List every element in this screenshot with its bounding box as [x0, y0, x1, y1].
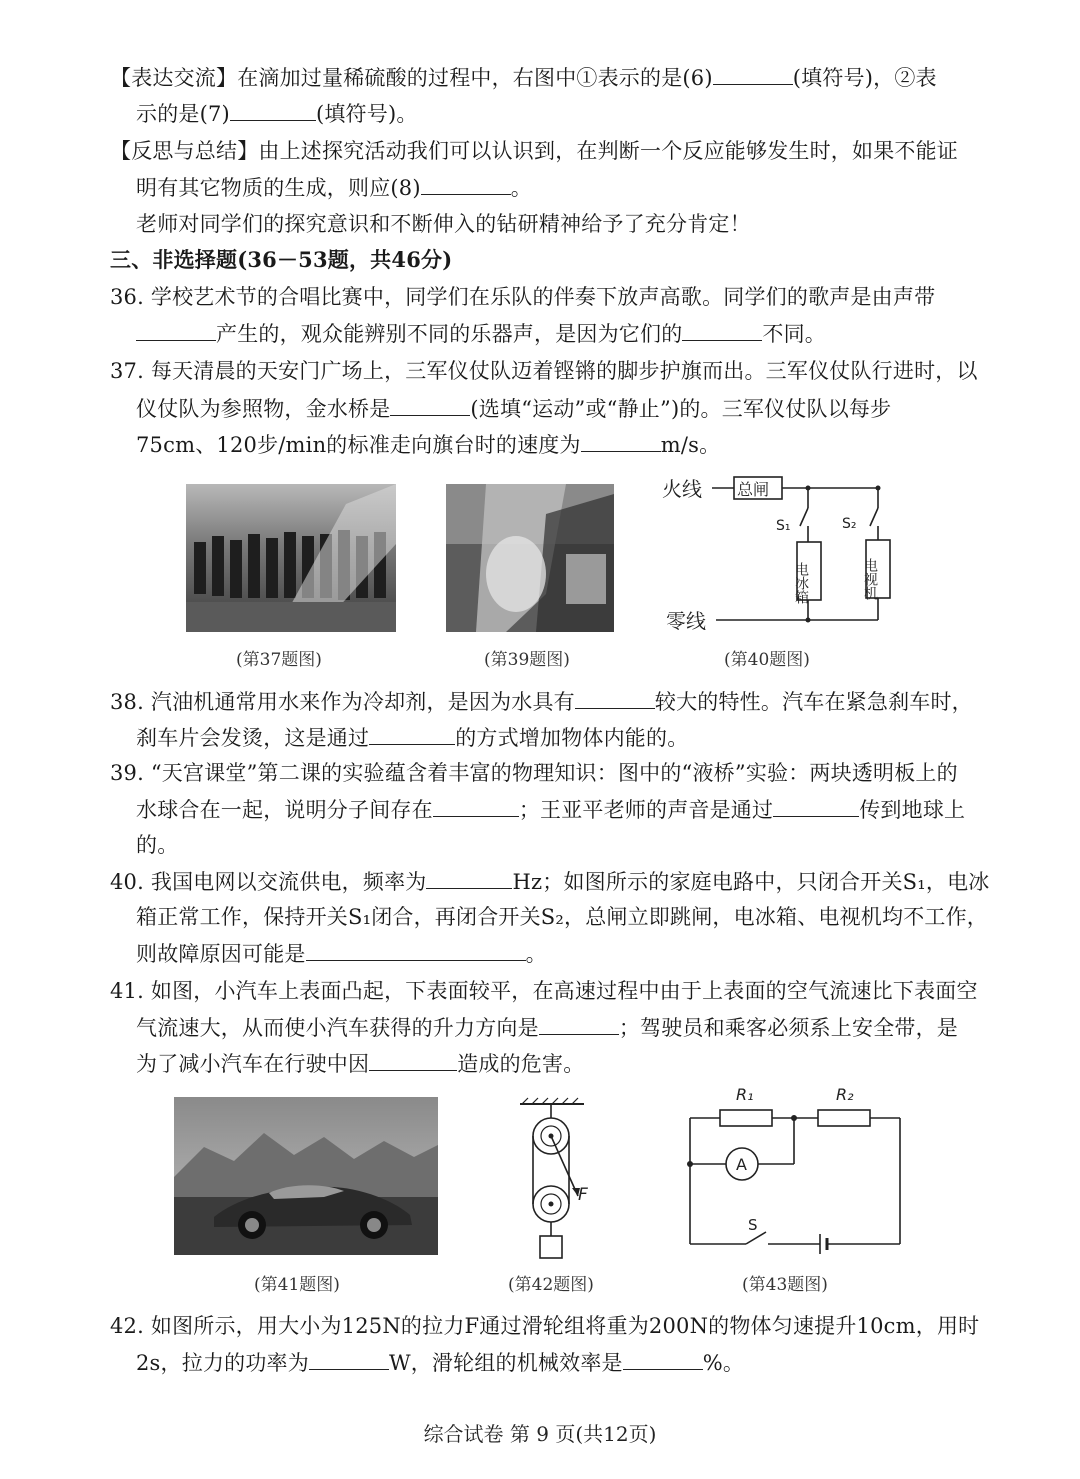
q40-text-e: 。	[525, 942, 547, 966]
switch-s2	[870, 508, 878, 526]
s2-label: S₂	[842, 516, 857, 532]
q39-blank-1	[433, 794, 519, 817]
switch-s1	[800, 508, 808, 526]
q39-blank-2	[773, 794, 859, 817]
s1-label: S₁	[776, 518, 791, 534]
express-line-1	[110, 62, 990, 93]
weight-block	[540, 1236, 562, 1258]
fig40-caption: (第40题图)	[724, 650, 810, 670]
fig39-photo	[446, 484, 614, 632]
fig39-caption: (第39题图)	[484, 650, 570, 670]
q40-text-a: 40. 我国电网以交流供电，频率为	[110, 870, 427, 894]
main-switch-label: 总闸	[737, 480, 770, 499]
q42-text-c: W，滑轮组的机械效率是	[388, 1351, 623, 1375]
tv-label: 电视机	[862, 558, 878, 600]
q42-blank-1	[309, 1347, 389, 1370]
express-line-2	[136, 98, 1016, 129]
q38-text-c: 刹车片会发烫，这是通过	[136, 726, 370, 750]
q40-text-d: 则故障原因可能是	[136, 942, 306, 966]
r2-label: R₂	[836, 1085, 854, 1104]
q42-line-2	[136, 1347, 1016, 1378]
r1-label: R₁	[736, 1085, 754, 1104]
fig43-caption: (第43题图)	[742, 1275, 828, 1295]
fig42-pulley	[510, 1096, 600, 1264]
q39-line-1	[110, 758, 990, 788]
section-title-text: 三、非选择题(36－53题，共46分)	[110, 247, 453, 272]
reflect-line-2	[136, 172, 1016, 203]
q36-line-1	[110, 282, 990, 312]
q36-blank-1	[136, 318, 216, 341]
q42-text-b: 2s，拉力的功率为	[136, 1351, 309, 1375]
q41-text-c: ；驾驶员和乘客必须系上安全带，是	[618, 1016, 959, 1040]
q42-text-d: %。	[702, 1351, 745, 1375]
reflect-line-1	[110, 136, 990, 166]
q37-text-a: 37. 每天清晨的天安门广场上，三军仪仗队迈着铿锵的脚步护旗而出。三军仪仗队行进时，以	[110, 359, 978, 383]
q36-blank-2	[682, 318, 762, 341]
blank-8	[421, 172, 511, 195]
q38-text-a: 38. 汽油机通常用水来作为冷却剂，是因为水具有	[110, 690, 575, 714]
switch-s-label: S	[748, 1216, 758, 1234]
q37-line-2	[136, 393, 1016, 424]
q41-line-2	[136, 1012, 1016, 1043]
q36-text-a: 36. 学校艺术节的合唱比赛中，同学们在乐队的伴奏下放声高歌。同学们的歌声是由声带	[110, 285, 936, 309]
ammeter-label: A	[736, 1155, 747, 1174]
q38-text-d: 的方式增加物体内能的。	[455, 726, 689, 750]
q38-text-b: 较大的特性。汽车在紧急刹车时，	[654, 690, 973, 714]
q41-line-1	[110, 976, 990, 1006]
fridge-label: 电冰箱	[793, 562, 809, 604]
q39-line-3	[136, 830, 1016, 860]
q42-blank-2	[623, 1347, 703, 1370]
live-wire-label: 火线	[662, 477, 702, 501]
q38-line-2	[136, 722, 1016, 753]
q39-text-d: 传到地球上	[859, 798, 966, 822]
q40-line-1	[110, 866, 990, 897]
teacher-line	[136, 209, 1016, 239]
q41-text-a: 41. 如图，小汽车上表面凸起，下表面较平，在高速过程中由于上表面的空气流速比下表面空	[110, 979, 978, 1003]
q39-text-c: ；王亚平老师的声音是通过	[518, 798, 774, 822]
fig42-caption: (第42题图)	[508, 1275, 594, 1295]
q42-line-1	[110, 1311, 990, 1341]
q40-blank-1	[426, 866, 512, 889]
fig37-caption: (第37题图)	[236, 650, 322, 670]
q41-text-e: 造成的危害。	[457, 1052, 585, 1076]
q37-text-d: 75cm、120步/min的标准走向旗台时的速度为	[136, 433, 581, 457]
q39-line-2	[136, 794, 1016, 825]
blank-6	[713, 62, 793, 85]
q41-line-3	[136, 1048, 1016, 1079]
q36-text-b: 产生的，观众能辨别不同的乐器声，是因为它们的	[216, 322, 683, 346]
q36-text-c: 不同。	[762, 322, 827, 346]
q41-text-b: 气流速大，从而使小汽车获得的升力方向是	[136, 1016, 539, 1040]
q38-blank-1	[575, 686, 655, 709]
q37-blank-2	[581, 429, 661, 452]
q39-text-e: 的。	[136, 833, 179, 857]
q40-text-b: Hz；如图所示的家庭电路中，只闭合开关S₁，电冰	[512, 870, 990, 894]
q39-text-a: 39. “天宫课堂”第二课的实验蕴含着丰富的物理知识：图中的“液桥”实验：两块透明板上的	[110, 761, 958, 785]
q38-blank-2	[369, 722, 455, 745]
q41-blank-1	[539, 1012, 619, 1035]
q36-line-2	[136, 318, 1016, 349]
fig43-circuit	[686, 1084, 906, 1254]
teacher-text: 老师对同学们的探究意识和不断伸入的钻研精神给予了充分肯定！	[136, 212, 751, 236]
q40-line-2	[136, 902, 1016, 932]
q40-text-c: 箱正常工作，保持开关S₁闭合，再闭合开关S₂，总闸立即跳闸，电冰箱、电视机均不工作，	[136, 905, 989, 929]
resistor-r2	[818, 1110, 870, 1126]
q41-blank-2	[369, 1048, 457, 1071]
express-text-b: (填符号)，②表	[792, 66, 937, 90]
blank-7	[230, 98, 316, 121]
reflect-text-a: 【反思与总结】由上述探究活动我们可以认识到，在判断一个反应能够发生时，如果不能证	[110, 139, 958, 163]
force-label: F	[578, 1185, 588, 1205]
q37-text-b: 仪仗队为参照物，金水桥是	[136, 397, 391, 421]
q37-line-1	[110, 356, 990, 386]
q39-text-b: 水球合在一起，说明分子间存在	[136, 798, 433, 822]
express-text-d: (填符号)。	[315, 102, 418, 126]
q37-text-e: m/s。	[660, 433, 721, 457]
neutral-wire-label: 零线	[666, 609, 706, 633]
express-text-a: 【表达交流】在滴加过量稀硫酸的过程中，右图中①表示的是(6)	[110, 66, 713, 90]
page-footer: 综合试卷 第 9 页(共12页)	[423, 1422, 657, 1446]
fig37-photo	[186, 484, 396, 632]
q38-line-1	[110, 686, 990, 717]
q37-blank-1	[390, 393, 470, 416]
q37-text-c: (选填“运动”或“静止”)的。三军仪仗队以每步	[470, 397, 892, 421]
fig40-circuit	[660, 472, 900, 634]
q41-text-d: 为了减小汽车在行驶中因	[136, 1052, 370, 1076]
fig41-caption: (第41题图)	[254, 1275, 340, 1295]
reflect-text-b: 明有其它物质的生成，则应(8)	[136, 176, 421, 200]
q42-text-a: 42. 如图所示，用大小为125N的拉力F通过滑轮组将重为200N的物体匀速提升10cm，用时	[110, 1314, 980, 1338]
resistor-r1	[720, 1110, 772, 1126]
section-title	[110, 245, 990, 275]
q40-blank-2	[306, 938, 526, 961]
reflect-text-c: 。	[510, 176, 532, 200]
express-text-c: 示的是(7)	[136, 102, 230, 126]
q40-line-3	[136, 938, 1016, 969]
q37-line-3	[136, 429, 1016, 460]
fig41-car-photo	[174, 1097, 438, 1255]
